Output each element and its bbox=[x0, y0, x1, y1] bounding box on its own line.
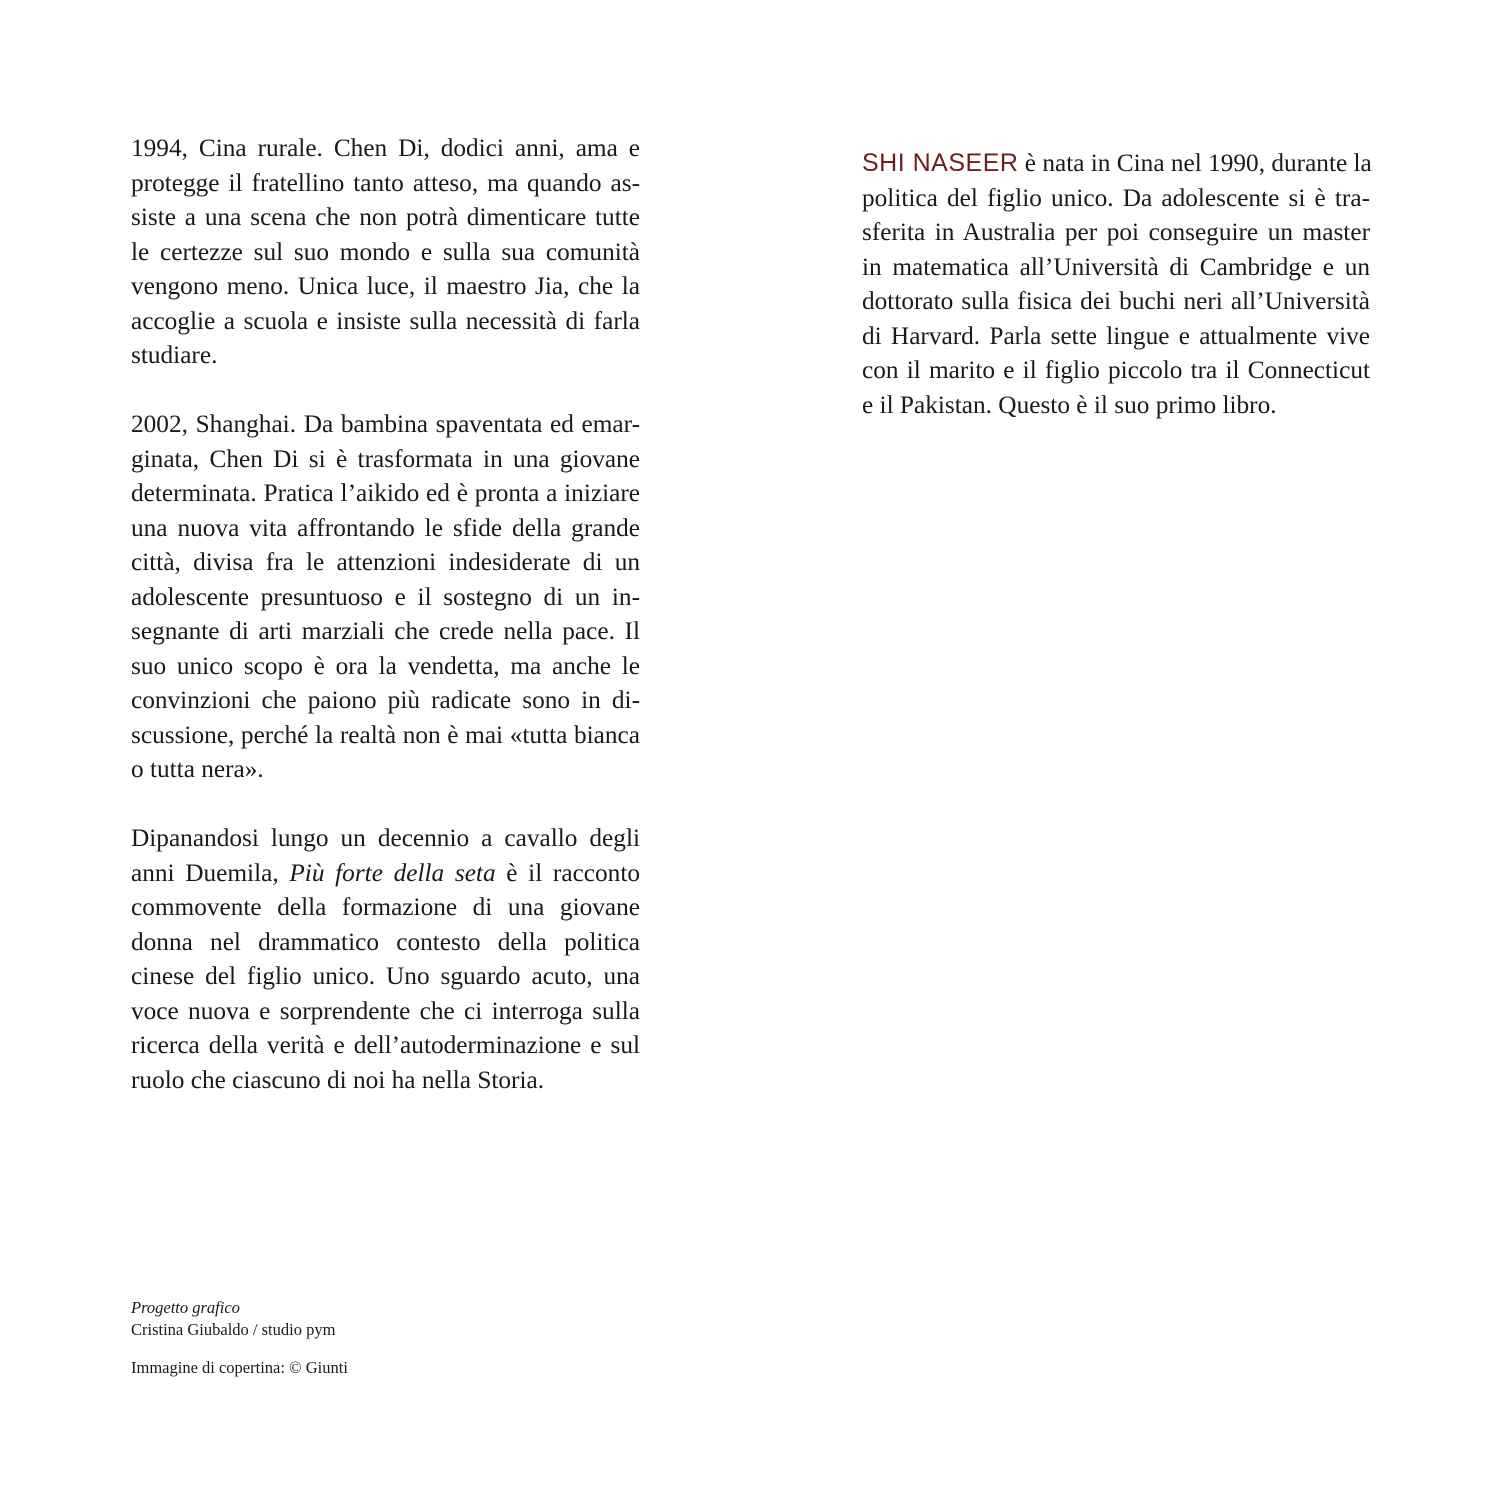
text-line: cinese del figlio unico. Uno sguardo acuto, una bbox=[131, 962, 640, 990]
text-line: in matematica all’Università di Cambridge e un bbox=[862, 252, 1370, 281]
text-line: accoglie a scuola e insiste sulla necessità di farla bbox=[131, 306, 640, 335]
text-line: studiare. bbox=[131, 341, 218, 369]
design-credit-label: Progetto grafico bbox=[131, 1298, 240, 1317]
text-line: di Harvard. Parla sette lingue e attualmente vive bbox=[862, 321, 1370, 350]
text-line: o tutta nera». bbox=[131, 755, 264, 783]
text-line: suo unico scopo è ora la vendetta, ma anche le bbox=[131, 651, 640, 680]
author-bio-column bbox=[862, 146, 1370, 457]
text-line: città, divisa fra le attenzioni indesiderate di un bbox=[131, 548, 640, 576]
text-line: e il Pakistan. Questo è il suo primo libro. bbox=[862, 390, 1277, 419]
text-line: protegge il fratellino tanto atteso, ma quando as- bbox=[131, 168, 640, 197]
text-line: politica del figlio unico. Da adolescente si è tra- bbox=[862, 183, 1370, 212]
synopsis-paragraph-1 bbox=[131, 131, 640, 373]
text-line: dottorato sulla fisica dei buchi neri all’Università bbox=[862, 287, 1370, 315]
text-line: con il marito e il figlio piccolo tra il Connecticut bbox=[862, 356, 1370, 384]
text-line: ginata, Chen Di si è trasformata in una giovane bbox=[131, 444, 640, 473]
text-fragment: è nata in Cina nel 1990, durante la bbox=[1018, 149, 1372, 177]
author-name: SHI NASEER bbox=[862, 149, 1019, 177]
synopsis-column bbox=[131, 131, 640, 1132]
text-line: ricerca della verità e dell’autoderminazione e sul bbox=[131, 1031, 640, 1059]
text-line: scussione, perché la realtà non è mai «tutta bianca bbox=[131, 720, 640, 749]
text-line: commovente della formazione di una giovane bbox=[131, 893, 640, 921]
author-bio bbox=[862, 146, 1370, 422]
text-line-with-author bbox=[862, 146, 1370, 181]
text-line: segnante di arti marziali che crede nella pace. Il bbox=[131, 617, 640, 645]
text-line: donna nel drammatico contesto della politica bbox=[131, 927, 640, 956]
text-line: sferita in Australia per poi conseguire un master bbox=[862, 218, 1370, 246]
text-fragment: anni Duemila, bbox=[131, 858, 290, 887]
book-title: Più forte della seta bbox=[289, 858, 496, 887]
text-fragment: è il racconto bbox=[495, 858, 640, 887]
credits bbox=[131, 1297, 631, 1379]
text-line: convinzioni che paiono più radicate sono in di- bbox=[131, 686, 640, 714]
text-line: Dipanandosi lungo un decennio a cavallo degli bbox=[131, 824, 640, 852]
text-line: una nuova vita affrontando le sfide della grande bbox=[131, 513, 640, 542]
synopsis-paragraph-3 bbox=[131, 821, 640, 1097]
text-line: vengono meno. Unica luce, il maestro Jia, che la bbox=[131, 272, 640, 300]
synopsis-paragraph-2 bbox=[131, 407, 640, 787]
text-line: determinata. Pratica l’aikido ed è pronta a iniziare bbox=[131, 479, 640, 507]
text-line: 2002, Shanghai. Da bambina spaventata ed emar- bbox=[131, 410, 640, 438]
cover-image-credit: Immagine di copertina: © Giunti bbox=[131, 1358, 348, 1377]
design-credit-value: Cristina Giubaldo / studio pym bbox=[131, 1320, 336, 1339]
text-line: 1994, Cina rurale. Chen Di, dodici anni, ama e bbox=[131, 134, 640, 162]
text-line: adolescente presuntuoso e il sostegno di un in- bbox=[131, 582, 640, 611]
text-line-with-title bbox=[131, 856, 640, 891]
text-line: ruolo che ciascuno di noi ha nella Storia. bbox=[131, 1065, 545, 1094]
text-line: le certezze sul suo mondo e sulla sua comunità bbox=[131, 237, 640, 266]
text-line: siste a una scena che non potrà dimenticare tutte bbox=[131, 203, 640, 231]
text-line: voce nuova e sorprendente che ci interroga sulla bbox=[131, 996, 640, 1025]
